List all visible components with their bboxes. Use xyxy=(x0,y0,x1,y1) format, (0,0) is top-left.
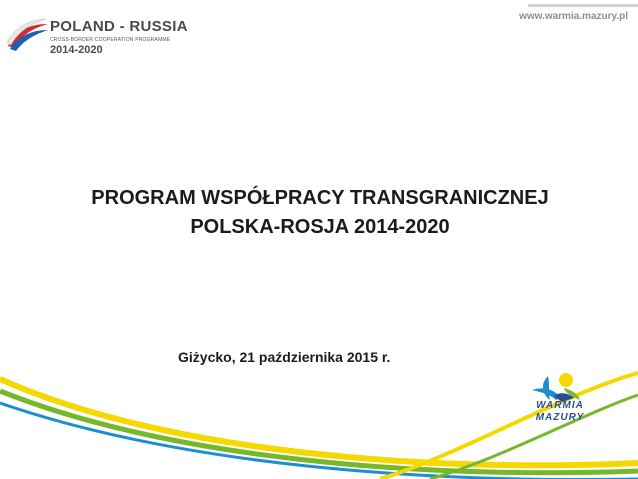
top-rule xyxy=(528,4,638,7)
wordmark-line-2: MAZURY xyxy=(535,412,585,423)
logo-subtitle: CROSS-BORDER COOPERATION PROGRAMME xyxy=(50,37,171,43)
website-link[interactable]: www.warmia.mazury.pl xyxy=(519,11,628,22)
warmia-mazury-wordmark xyxy=(520,400,600,424)
wordmark-line-1: WARMIA xyxy=(536,400,584,411)
logo-title: POLAND - RUSSIA xyxy=(50,18,188,35)
programme-logo xyxy=(6,10,188,58)
slide-title xyxy=(40,184,600,242)
flag-swoosh-icon xyxy=(6,16,50,54)
place-date: Giżycko, 21 października 2015 r. xyxy=(178,349,391,365)
title-line-2: POLSKA-ROSJA 2014-2020 xyxy=(190,216,450,238)
title-line-1: PROGRAM WSPÓŁPRACY TRANSGRANICZNEJ xyxy=(91,187,549,209)
logo-years: 2014-2020 xyxy=(50,44,103,56)
